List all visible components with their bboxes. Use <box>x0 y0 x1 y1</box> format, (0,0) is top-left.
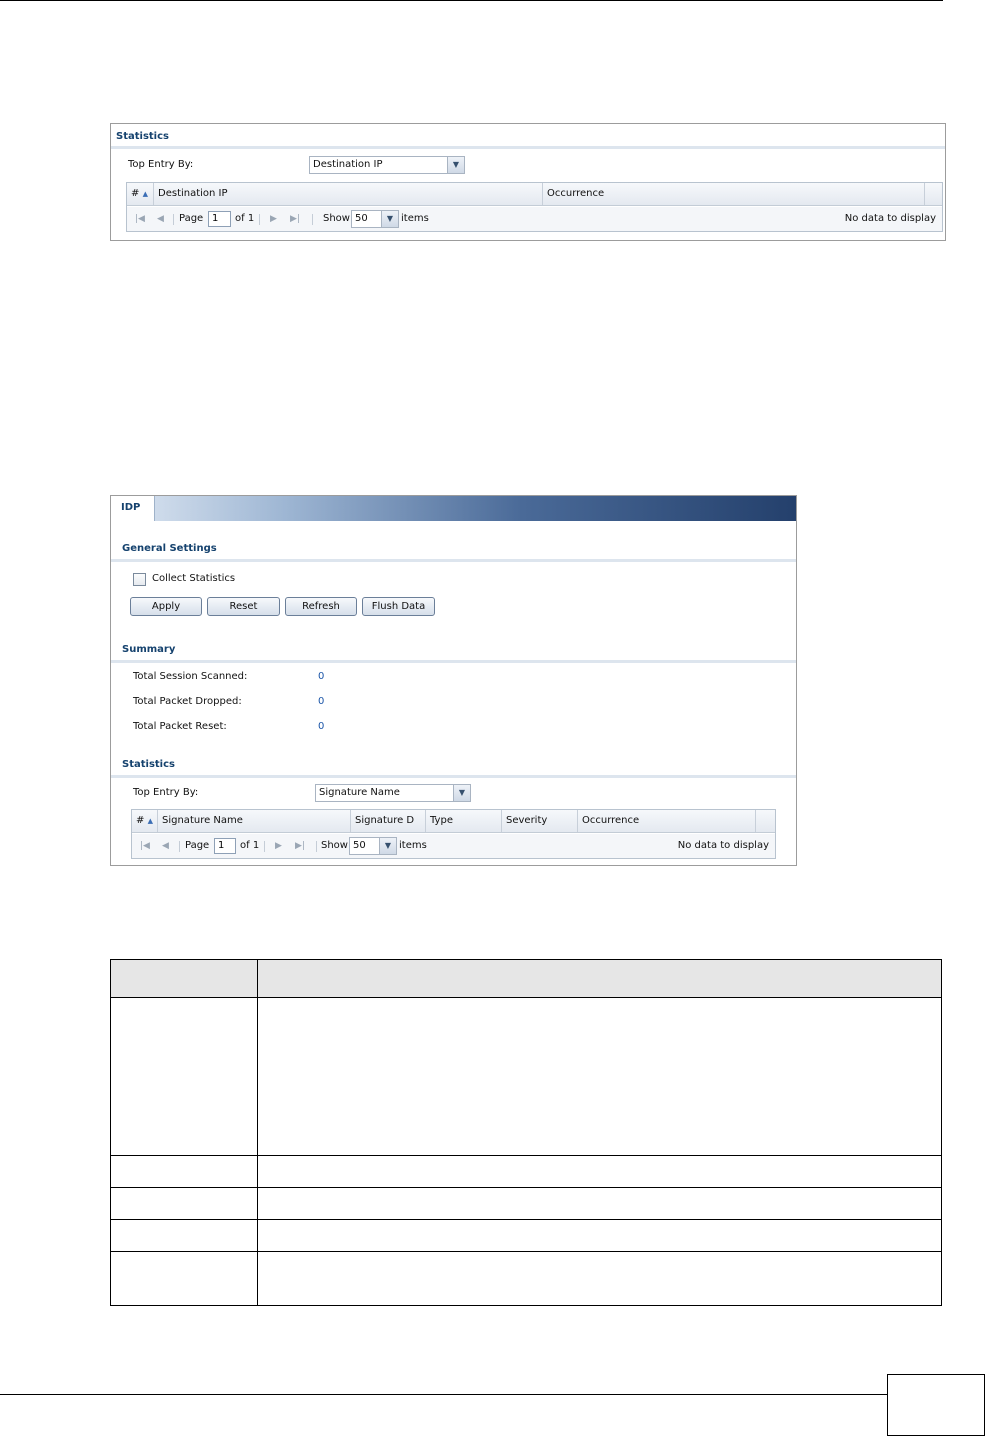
field-description-table <box>110 959 942 1306</box>
tab-bar <box>111 496 796 521</box>
tab-idp-label: IDP <box>121 502 141 513</box>
next-page-icon[interactable]: ▶ <box>275 841 282 851</box>
column-header-occurrence[interactable]: Occurrence <box>578 810 756 832</box>
apply-button[interactable]: Apply <box>130 597 202 616</box>
column-header-number[interactable]: # ▲ <box>127 183 154 205</box>
statistics-title: Statistics <box>122 759 175 770</box>
top-entry-label: Top Entry By: <box>133 787 199 798</box>
top-entry-select-value: Destination IP <box>313 159 383 170</box>
show-label: Show <box>321 840 348 851</box>
pager-separator <box>316 841 317 852</box>
grid-header <box>127 183 942 206</box>
column-header-signature-id[interactable]: Signature D <box>351 810 426 832</box>
tab-idp[interactable] <box>111 496 155 521</box>
first-page-icon[interactable]: |◀ <box>140 841 150 851</box>
table-cell <box>111 998 258 1156</box>
page-label: Page <box>179 213 204 224</box>
last-page-icon[interactable]: ▶| <box>290 214 300 224</box>
top-entry-label: Top Entry By: <box>128 159 194 170</box>
no-data-status: No data to display <box>677 840 769 851</box>
top-entry-select[interactable] <box>309 156 465 174</box>
grid-header <box>132 810 775 833</box>
general-settings-title: General Settings <box>122 543 217 554</box>
idp-panel <box>110 495 797 866</box>
page-size-select[interactable]: 50 ▼ <box>349 837 397 855</box>
footer-rule <box>0 1394 887 1395</box>
table-header-cell <box>111 960 258 998</box>
section-divider <box>111 775 796 778</box>
last-page-icon[interactable]: ▶| <box>295 841 305 851</box>
refresh-button[interactable]: Refresh <box>285 597 357 616</box>
chevron-down-icon[interactable]: ▼ <box>453 785 470 801</box>
sort-ascending-icon: ▲ <box>147 817 153 825</box>
page-number-input[interactable]: 1 <box>208 211 231 227</box>
section-divider <box>111 146 945 149</box>
table-cell <box>111 1156 258 1188</box>
table-cell <box>111 1188 258 1220</box>
section-divider <box>111 660 796 663</box>
sort-ascending-icon: ▲ <box>142 190 148 198</box>
column-header-number[interactable]: # ▲ <box>132 810 158 832</box>
items-label: items <box>399 840 427 851</box>
total-session-scanned-label: Total Session Scanned: <box>133 671 248 682</box>
column-header-occurrence[interactable]: Occurrence <box>543 183 925 205</box>
table-cell <box>258 1156 942 1188</box>
summary-title: Summary <box>122 644 176 655</box>
statistics-grid <box>126 182 943 232</box>
total-packet-reset-value: 0 <box>318 721 325 732</box>
grid-pager <box>132 834 775 858</box>
collect-statistics-checkbox[interactable] <box>133 573 146 586</box>
column-header-destination-ip[interactable]: Destination IP <box>154 183 543 205</box>
table-cell <box>258 1188 942 1220</box>
items-label: items <box>401 213 429 224</box>
top-entry-select[interactable] <box>315 784 471 802</box>
section-title: Statistics <box>116 131 169 142</box>
table-header-cell <box>258 960 942 998</box>
page-count: of 1 <box>235 213 255 224</box>
page-number-input[interactable]: 1 <box>214 838 236 854</box>
pager-separator <box>179 841 180 852</box>
chevron-down-icon[interactable]: ▼ <box>447 157 464 173</box>
page-label: Page <box>185 840 210 851</box>
previous-page-icon[interactable]: ◀ <box>157 214 164 224</box>
table-cell <box>258 1220 942 1252</box>
table-cell <box>258 1252 942 1306</box>
column-header-type[interactable]: Type <box>426 810 502 832</box>
next-page-icon[interactable]: ▶ <box>270 214 277 224</box>
pager-separator <box>312 214 313 225</box>
total-session-scanned-value: 0 <box>318 671 325 682</box>
table-row <box>111 998 942 1156</box>
table-row <box>111 1220 942 1252</box>
signature-statistics-grid <box>131 809 776 859</box>
grid-pager <box>127 207 942 231</box>
page-size-select[interactable]: 50 ▼ <box>351 210 399 228</box>
table-cell <box>111 1220 258 1252</box>
total-packet-dropped-value: 0 <box>318 696 325 707</box>
show-label: Show <box>323 213 350 224</box>
chevron-down-icon[interactable]: ▼ <box>379 838 396 854</box>
pager-separator <box>259 214 260 225</box>
table-row <box>111 1156 942 1188</box>
chevron-down-icon[interactable]: ▼ <box>381 211 398 227</box>
no-data-status: No data to display <box>844 213 936 224</box>
table-row <box>111 1188 942 1220</box>
table-cell <box>258 998 942 1156</box>
top-entry-select-value: Signature Name <box>319 787 400 798</box>
page-count: of 1 <box>240 840 260 851</box>
reset-button[interactable]: Reset <box>207 597 280 616</box>
first-page-icon[interactable]: |◀ <box>135 214 145 224</box>
table-cell <box>111 1252 258 1306</box>
statistics-panel <box>110 123 946 241</box>
pager-separator <box>173 214 174 225</box>
previous-page-icon[interactable]: ◀ <box>162 841 169 851</box>
column-header-severity[interactable]: Severity <box>502 810 578 832</box>
flush-data-button[interactable]: Flush Data <box>362 597 435 616</box>
total-packet-dropped-label: Total Packet Dropped: <box>133 696 242 707</box>
section-divider <box>111 559 796 562</box>
total-packet-reset-label: Total Packet Reset: <box>133 721 227 732</box>
header-rule <box>0 0 943 1</box>
column-header-signature-name[interactable]: Signature Name <box>158 810 351 832</box>
table-header-row <box>111 960 942 998</box>
pager-separator <box>264 841 265 852</box>
table-row <box>111 1252 942 1306</box>
page-number-box <box>887 1374 985 1436</box>
collect-statistics-label: Collect Statistics <box>152 573 236 584</box>
